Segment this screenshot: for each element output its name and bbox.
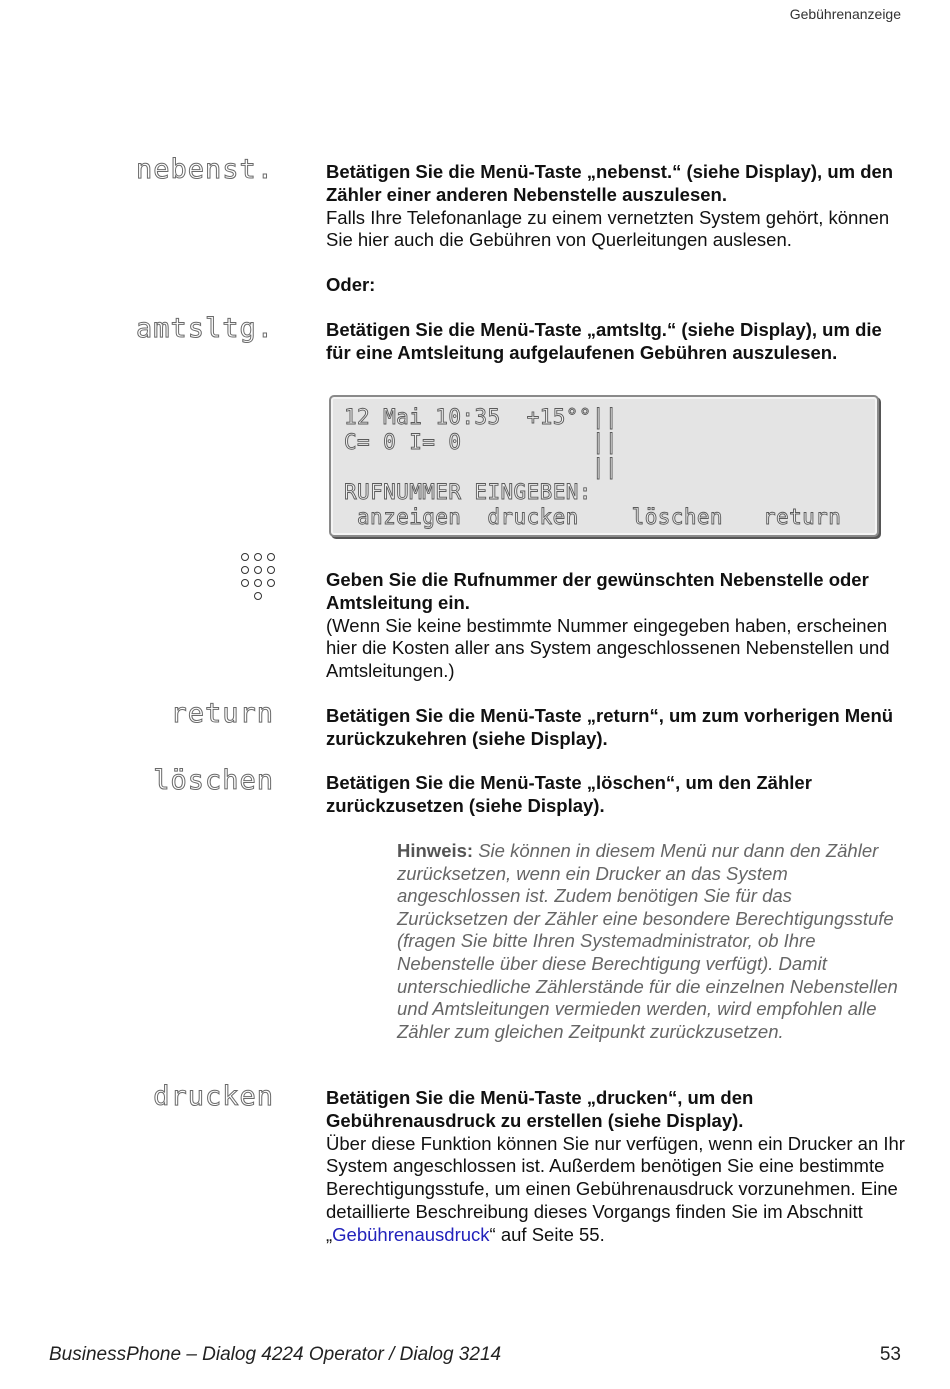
display-line-4: RUFNUMMER EINGEBEN: [344,480,592,504]
oder-label: Oder: [326,274,376,295]
softkey-label-nebenst: nebenst. [135,154,274,185]
section-rufnummer [326,569,906,683]
section-drucken-description [326,1133,906,1247]
section-nebenst [326,161,906,252]
display-softkeys [344,505,877,530]
section-nebenst-instruction: Betätigen Sie die Menü-Taste „nebenst.“ (siehe Display), um den Zähler einer anderen Nebenstelle auszulesen. [326,161,894,205]
keypad-icon [239,553,279,605]
softkey-label-drucken: drucken [153,1081,274,1112]
note-text: Sie können in diesem Menü nur dann den Zähler zurücksetzen, wenn ein Drucker an das System angeschlossen ist. Zudem benötigen Sie für das Zurücksetzen der Zähler eine besondere Berechtigungsstufe (fragen Sie bitte Ihren Systemadministrator, ob Ihre Nebenstelle über diese Berechtigung verfügt). Damit unterschiedliche Zählerstände für die einzelnen Nebenstellen und Amtsleitungen vermieden werden, wird empfohlen alle Zähler zum gleichen Zeitpunkt zurückzusetzen. [397,840,898,1042]
section-drucken-text-before: Über diese Funktion können Sie nur verfügen, wenn ein Drucker an Ihr System angeschlossen ist. Außerdem benötigen Sie eine bestimmte Berechtigungsstufe, um einen Gebührenausdruck vorzunehmen. Eine detaillierte Beschreibung dieses Vorgangs finden Sie im Abschnitt „ [326,1132,905,1245]
note-label: Hinweis: [397,840,474,861]
section-rufnummer-instruction: Geben Sie die Rufnummer der gewünschten Nebenstelle oder Amtsleitung ein. [326,569,869,613]
note-hinweis [397,840,902,1043]
section-amtsltg [326,319,906,365]
display-softkey-drucken: drucken [487,505,579,529]
display-softkey-return: return [762,505,842,529]
section-nebenst-description: Falls Ihre Telefonanlage zu einem vernetzten System gehört, können Sie hier auch die Gebühren von Querleitungen auslesen. [326,206,890,251]
softkey-label-return: return [170,698,274,729]
display-softkey-anzeigen: anzeigen [357,505,462,529]
footer-title: BusinessPhone – Dialog 4224 Operator / Dialog 3214 [49,1344,502,1365]
section-amtsltg-instruction: Betätigen Sie die Menü-Taste „amtsltg.“ (siehe Display), um die für eine Amtsleitung aufgelaufenen Gebühren auszulesen. [326,319,882,363]
link-gebuehrenausdruck[interactable]: Gebührenausdruck [332,1223,490,1245]
display-softkey-loeschen: löschen [631,505,723,529]
running-header: Gebührenanzeige [789,6,901,22]
page-number: 53 [879,1344,901,1365]
phone-display [329,395,879,537]
display-line-2: C= 0 I= 0 || [344,430,618,454]
softkey-label-amtsltg: amtsltg. [135,313,274,344]
section-return-instruction: Betätigen Sie die Menü-Taste „return“, um zum vorherigen Menü zurückzukehren (siehe Display). [326,705,894,749]
display-line-1: 12 Mai 10:35 +15°°|| [344,405,618,429]
section-drucken [326,1087,906,1247]
section-rufnummer-description: (Wenn Sie keine bestimmte Nummer eingegeben haben, erscheinen hier die Kosten aller ans System angeschlossenen Nebenstellen und Amtsleitungen.) [326,614,890,682]
section-return [326,705,906,751]
section-loeschen [326,772,906,818]
section-drucken-text-after: “ auf Seite 55. [489,1223,605,1245]
display-line-3: || [344,455,618,479]
section-drucken-instruction: Betätigen Sie die Menü-Taste „drucken“, um den Gebührenausdruck zu erstellen (siehe Display). [326,1087,754,1131]
softkey-label-loeschen: löschen [153,765,274,796]
section-loeschen-instruction: Betätigen Sie die Menü-Taste „löschen“, um den Zähler zurückzusetzen (siehe Display). [326,772,812,816]
